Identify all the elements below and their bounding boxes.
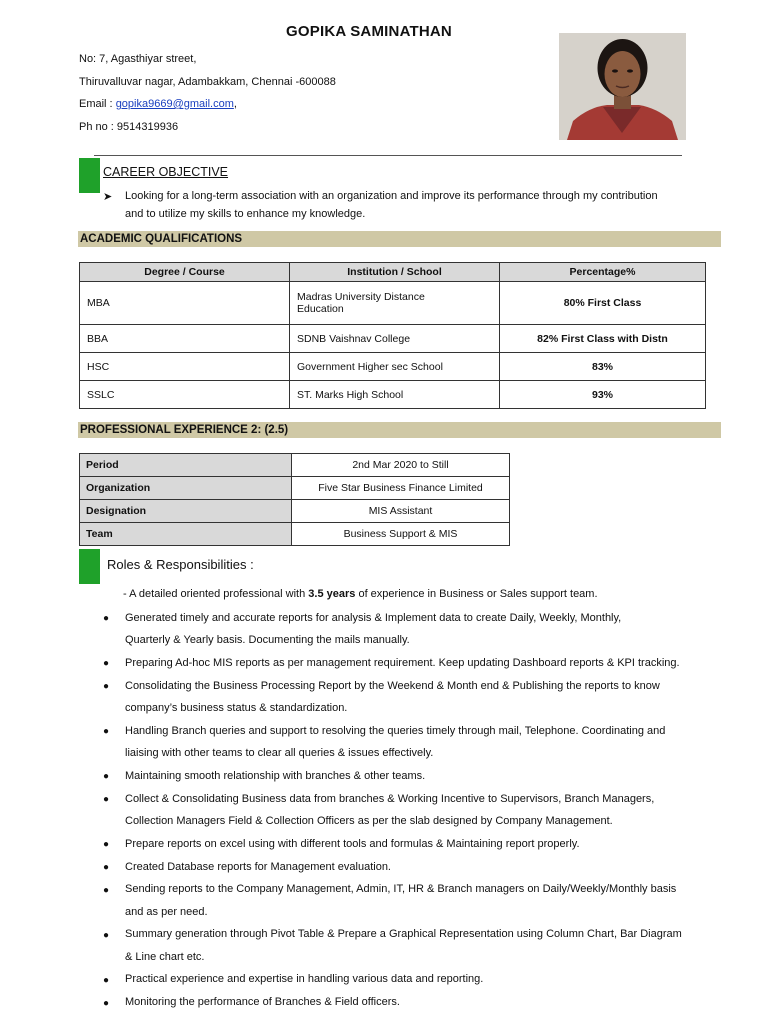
role-line: Handling Branch queries and support to resolving the queries timely through mail, Telephone. Coordinating and bbox=[125, 725, 666, 737]
bullet-icon: ● bbox=[103, 862, 110, 873]
address-line-1: No: 7, Agasthiyar street, bbox=[79, 53, 197, 65]
career-line-2: and to utilize my skills to enhance my knowledge. bbox=[125, 208, 366, 220]
email-label: Email : bbox=[79, 98, 113, 110]
experience-value: MIS Assistant bbox=[292, 500, 510, 523]
col-institution: Institution / School bbox=[290, 263, 500, 282]
bullet-icon: ● bbox=[103, 975, 110, 986]
role-line: Created Database reports for Management evaluation. bbox=[125, 861, 391, 873]
email-link[interactable]: gopika9669@gmail.com bbox=[115, 98, 234, 110]
experience-key: Team bbox=[80, 523, 292, 546]
academic-table bbox=[79, 262, 706, 409]
role-line: Summary generation through Pivot Table & Prepare a Graphical Representation using Column Chart, Bar Diagram bbox=[125, 928, 682, 940]
bullet-icon: ● bbox=[103, 885, 110, 896]
percentage-cell: 80% First Class bbox=[500, 282, 706, 325]
institution-line: Madras University Distance bbox=[297, 291, 425, 303]
career-section-marker bbox=[79, 158, 100, 193]
experience-table bbox=[79, 453, 510, 546]
col-degree: Degree / Course bbox=[80, 263, 290, 282]
bullet-icon: ● bbox=[103, 726, 110, 737]
table-row bbox=[80, 523, 510, 546]
roles-intro-bold: 3.5 years bbox=[308, 588, 356, 600]
role-line: Maintaining smooth relationship with branches & other teams. bbox=[125, 770, 426, 782]
experience-key: Designation bbox=[80, 500, 292, 523]
institution-cell bbox=[290, 282, 500, 325]
table-row bbox=[80, 500, 510, 523]
bullet-icon: ● bbox=[103, 794, 110, 805]
role-line: Sending reports to the Company Management, Admin, IT, HR & Branch managers on Daily/Weekly/Monthly basis bbox=[125, 883, 677, 895]
profile-photo-image bbox=[559, 33, 686, 140]
bullet-icon: ● bbox=[103, 681, 110, 692]
resume-name: GOPIKA SAMINATHAN bbox=[286, 23, 452, 40]
academic-heading: ACADEMIC QUALIFICATIONS bbox=[78, 231, 721, 247]
degree-cell: HSC bbox=[80, 353, 290, 381]
degree-cell: MBA bbox=[80, 282, 290, 325]
header-divider bbox=[94, 155, 682, 156]
role-line: Generated timely and accurate reports for analysis & Implement data to create Daily, Weekly, Monthly, bbox=[125, 612, 622, 624]
phone-line: Ph no : 9514319936 bbox=[79, 121, 179, 133]
address-line-2: Thiruvalluvar nagar, Adambakkam, Chennai -600088 bbox=[79, 76, 336, 88]
col-percentage: Percentage% bbox=[500, 263, 706, 282]
percentage-cell: 82% First Class with Distn bbox=[500, 325, 706, 353]
table-row bbox=[80, 454, 510, 477]
bullet-icon: ● bbox=[103, 613, 110, 624]
profile-photo bbox=[559, 33, 686, 140]
table-row bbox=[80, 477, 510, 500]
email-line bbox=[79, 98, 237, 110]
role-line: Monitoring the performance of Branches & Field officers. bbox=[125, 996, 400, 1008]
experience-value: Business Support & MIS bbox=[292, 523, 510, 546]
table-row bbox=[80, 325, 706, 353]
table-row bbox=[80, 282, 706, 325]
table-row bbox=[80, 353, 706, 381]
career-line-1: Looking for a long-term association with an organization and improve its performance through my contribution bbox=[125, 190, 658, 202]
role-line: Collection Managers Field & Collection Officers as per the slab designed by Company Management. bbox=[125, 815, 613, 827]
roles-intro-pre: - A detailed oriented professional with bbox=[123, 588, 309, 600]
bullet-icon: ● bbox=[103, 839, 110, 850]
role-line: Collect & Consolidating Business data from branches & Working Incentive to Supervisors, Branch Managers, bbox=[125, 793, 655, 805]
role-line: and as per need. bbox=[125, 906, 208, 918]
bullet-icon: ● bbox=[103, 658, 110, 669]
email-suffix: , bbox=[233, 98, 237, 110]
role-line: Prepare reports on excel using with different tools and formulas & Maintaining report properly. bbox=[125, 838, 580, 850]
percentage-cell: 93% bbox=[500, 381, 706, 409]
institution-cell: SDNB Vaishnav College bbox=[290, 325, 500, 353]
academic-header-row bbox=[80, 263, 706, 282]
degree-cell: SSLC bbox=[80, 381, 290, 409]
roles-heading: Roles & Responsibilities : bbox=[107, 557, 254, 572]
career-bullet-icon: ➤ bbox=[103, 191, 113, 203]
degree-cell: BBA bbox=[80, 325, 290, 353]
role-line: Practical experience and expertise in handling various data and reporting. bbox=[125, 973, 484, 985]
experience-value: 2nd Mar 2020 to Still bbox=[292, 454, 510, 477]
role-line: company’s business status & standardization. bbox=[125, 702, 348, 714]
bullet-icon: ● bbox=[103, 771, 110, 782]
role-line: Consolidating the Business Processing Report by the Weekend & Month end & Publishing the reports to know bbox=[125, 680, 660, 692]
institution-line: Education bbox=[297, 303, 344, 315]
career-objective-title: CAREER OBJECTIVE bbox=[103, 165, 229, 179]
bullet-icon: ● bbox=[103, 998, 110, 1009]
bullet-icon: ● bbox=[103, 930, 110, 941]
role-line: & Line chart etc. bbox=[125, 951, 205, 963]
institution-cell: ST. Marks High School bbox=[290, 381, 500, 409]
role-line: Quarterly & Yearly basis. Documenting the mails manually. bbox=[125, 634, 410, 646]
experience-key: Organization bbox=[80, 477, 292, 500]
experience-value: Five Star Business Finance Limited bbox=[292, 477, 510, 500]
experience-key: Period bbox=[80, 454, 292, 477]
roles-intro bbox=[123, 588, 598, 600]
roles-intro-post: of experience in Business or Sales support team. bbox=[355, 588, 598, 600]
institution-cell: Government Higher sec School bbox=[290, 353, 500, 381]
table-row bbox=[80, 381, 706, 409]
career-objective-heading bbox=[103, 165, 228, 179]
percentage-cell: 83% bbox=[500, 353, 706, 381]
role-line: liaising with other teams to clear all queries & issues effectively. bbox=[125, 747, 434, 759]
roles-section-marker bbox=[79, 549, 100, 584]
role-line: Preparing Ad-hoc MIS reports as per management requirement. Keep updating Dashboard reports & KPI tracking. bbox=[125, 657, 680, 669]
experience-heading: PROFESSIONAL EXPERIENCE 2: (2.5) bbox=[78, 422, 721, 438]
